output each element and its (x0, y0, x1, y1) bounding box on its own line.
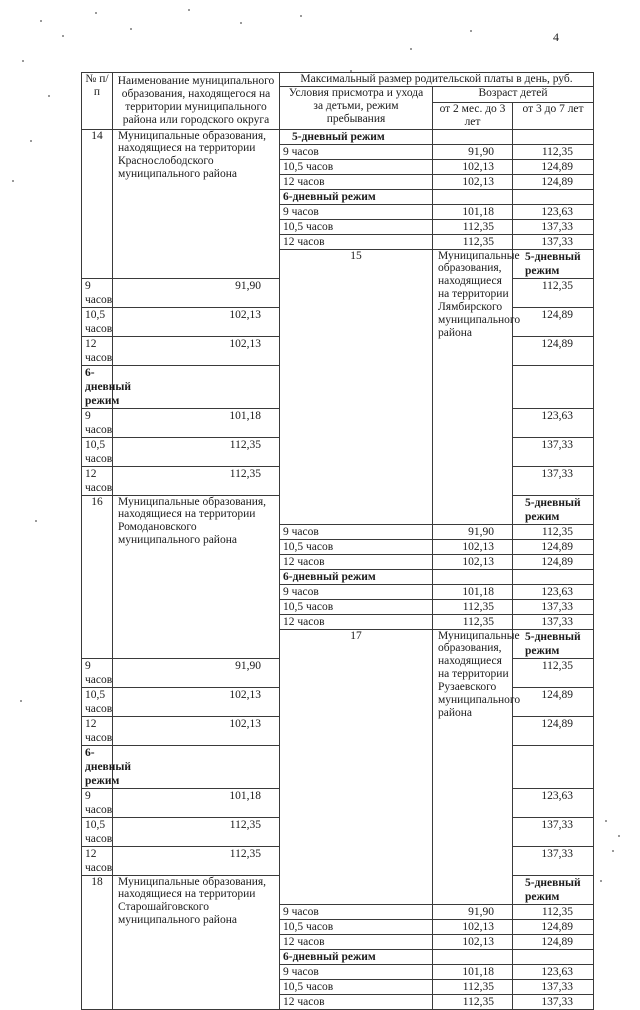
scan-speck (130, 28, 132, 30)
fee-young-cell: 102,13 (433, 554, 513, 569)
scan-speck (62, 35, 64, 37)
hours-cell: 10,5 часов (82, 307, 113, 336)
hours-cell: 12 часов (82, 716, 113, 745)
scan-speck (240, 22, 242, 24)
fee-older-cell: 123,63 (513, 584, 594, 599)
table-body (82, 129, 594, 1009)
hours-cell: 9 часов (280, 584, 433, 599)
hours-cell: 10,5 часов (280, 979, 433, 994)
empty-cell (433, 949, 513, 964)
hours-cell: 10,5 часов (280, 539, 433, 554)
hours-cell: 10,5 часов (82, 687, 113, 716)
municipality-name: Муниципальные образования, находящиеся на территории Рузаевского муниципального района (433, 629, 513, 904)
scan-speck (188, 9, 190, 11)
fee-older-cell: 137,33 (513, 437, 594, 466)
fee-young-cell: 112,35 (433, 979, 513, 994)
fee-young-cell: 112,35 (113, 846, 280, 875)
page-number: 4 (553, 30, 559, 44)
scan-speck (612, 850, 614, 852)
fee-older-cell: 124,89 (513, 554, 594, 569)
hours-cell: 10,5 часов (82, 817, 113, 846)
fee-older-cell: 124,89 (513, 174, 594, 189)
municipality-name: Муниципальные образования, находящиеся на территории Лямбирского муниципального района (433, 249, 513, 524)
table-row (82, 129, 594, 144)
fee-older-cell: 112,35 (513, 524, 594, 539)
header-age: Возраст детей (433, 86, 594, 102)
fee-older-cell: 112,35 (513, 278, 594, 307)
empty-cell (113, 365, 280, 408)
fee-older-cell: 137,33 (513, 599, 594, 614)
mode-6day-label: 6-дневный режим (280, 569, 433, 584)
hours-cell: 9 часов (82, 278, 113, 307)
mode-5day-label: 5-дневный режим (513, 875, 594, 904)
fee-young-cell: 112,35 (113, 437, 280, 466)
fee-young-cell: 102,13 (433, 539, 513, 554)
municipality-name: Муниципальные образования, находящиеся на территории Ромодановского муниципального района (113, 495, 280, 658)
header-num: № п/п (82, 73, 113, 130)
hours-cell: 9 часов (280, 204, 433, 219)
empty-cell (433, 129, 513, 144)
scan-speck (22, 60, 24, 62)
scan-speck (605, 820, 607, 822)
fee-young-cell: 91,90 (433, 904, 513, 919)
fee-young-cell: 101,18 (433, 204, 513, 219)
municipality-name: Муниципальные образования, находящиеся на территории Старошайговского муниципального района (113, 875, 280, 1009)
fee-older-cell: 112,35 (513, 144, 594, 159)
header-age-col2: от 3 до 7 лет (513, 102, 594, 129)
hours-cell: 12 часов (82, 336, 113, 365)
empty-cell (113, 745, 280, 788)
fee-older-cell: 137,33 (513, 979, 594, 994)
scan-speck (470, 30, 472, 32)
hours-cell: 9 часов (280, 904, 433, 919)
scan-speck (48, 95, 50, 97)
mode-6day-label: 6-дневный режим (82, 745, 113, 788)
hours-cell: 12 часов (280, 994, 433, 1009)
mode-5day-label: 5-дневный режим (513, 495, 594, 524)
fee-young-cell: 112,35 (433, 234, 513, 249)
fee-young-cell: 112,35 (433, 599, 513, 614)
fee-older-cell: 137,33 (513, 466, 594, 495)
empty-cell (513, 365, 594, 408)
scan-speck (40, 20, 42, 22)
fee-older-cell: 123,63 (513, 204, 594, 219)
fee-older-cell: 137,33 (513, 817, 594, 846)
empty-cell (513, 569, 594, 584)
fee-older-cell: 123,63 (513, 408, 594, 437)
fee-young-cell: 102,13 (113, 307, 280, 336)
fee-older-cell: 123,63 (513, 964, 594, 979)
mode-6day-label: 6-дневный режим (280, 949, 433, 964)
scan-speck (95, 12, 97, 14)
fee-young-cell: 102,13 (433, 174, 513, 189)
hours-cell: 12 часов (280, 934, 433, 949)
fee-young-cell: 112,35 (113, 817, 280, 846)
fee-older-cell: 124,89 (513, 687, 594, 716)
fee-older-cell: 137,33 (513, 219, 594, 234)
scan-speck (35, 520, 37, 522)
hours-cell: 9 часов (82, 408, 113, 437)
fee-older-cell: 124,89 (513, 934, 594, 949)
mode-6day-label: 6-дневный режим (280, 189, 433, 204)
row-number: 14 (82, 129, 113, 278)
fee-young-cell: 91,90 (113, 658, 280, 687)
fee-older-cell: 137,33 (513, 234, 594, 249)
hours-cell: 9 часов (280, 964, 433, 979)
empty-cell (433, 569, 513, 584)
fee-young-cell: 91,90 (113, 278, 280, 307)
hours-cell: 10,5 часов (280, 919, 433, 934)
fee-young-cell: 101,18 (113, 788, 280, 817)
fee-young-cell: 101,18 (113, 408, 280, 437)
fee-young-cell: 112,35 (433, 614, 513, 629)
fee-young-cell: 91,90 (433, 524, 513, 539)
fee-older-cell: 124,89 (513, 539, 594, 554)
hours-cell: 10,5 часов (82, 437, 113, 466)
scan-speck (20, 700, 22, 702)
fee-young-cell: 102,13 (113, 687, 280, 716)
empty-cell (513, 745, 594, 788)
fee-older-cell: 137,33 (513, 994, 594, 1009)
hours-cell: 12 часов (82, 846, 113, 875)
fee-young-cell: 101,18 (433, 584, 513, 599)
scan-speck (600, 880, 602, 882)
fee-older-cell: 124,89 (513, 307, 594, 336)
fee-young-cell: 102,13 (433, 919, 513, 934)
fee-young-cell: 102,13 (433, 934, 513, 949)
fee-older-cell: 124,89 (513, 716, 594, 745)
empty-cell (513, 189, 594, 204)
hours-cell: 9 часов (280, 144, 433, 159)
fee-older-cell: 124,89 (513, 159, 594, 174)
fee-older-cell: 137,33 (513, 846, 594, 875)
fee-young-cell: 102,13 (113, 716, 280, 745)
municipality-name: Муниципальные образования, находящиеся на территории Краснослободского муниципального района (113, 129, 280, 278)
mode-5day-label: 5-дневный режим (513, 249, 594, 278)
empty-cell (513, 129, 594, 144)
scan-speck (410, 48, 412, 50)
hours-cell: 12 часов (280, 174, 433, 189)
scan-speck (350, 70, 352, 72)
hours-cell: 9 часов (280, 524, 433, 539)
fee-older-cell: 112,35 (513, 658, 594, 687)
empty-cell (433, 189, 513, 204)
hours-cell: 10,5 часов (280, 599, 433, 614)
row-number: 18 (82, 875, 113, 1009)
fee-older-cell: 112,35 (513, 904, 594, 919)
mode-5day-label: 5-дневный режим (280, 129, 433, 144)
header-name: Наименование муниципального образования, находящегося на территории муниципального района или городского округа (113, 73, 280, 130)
fee-young-cell: 112,35 (433, 994, 513, 1009)
fee-young-cell: 91,90 (433, 144, 513, 159)
header-conditions: Условия присмотра и ухода за детьми, режим пребывания (280, 86, 433, 129)
empty-cell (513, 949, 594, 964)
hours-cell: 12 часов (280, 554, 433, 569)
mode-6day-label: 6-дневный режим (82, 365, 113, 408)
header-age-col1: от 2 мес. до 3 лет (433, 102, 513, 129)
hours-cell: 10,5 часов (280, 219, 433, 234)
hours-cell: 10,5 часов (280, 159, 433, 174)
fee-older-cell: 123,63 (513, 788, 594, 817)
scan-speck (300, 15, 302, 17)
hours-cell: 9 часов (82, 788, 113, 817)
fee-older-cell: 124,89 (513, 336, 594, 365)
row-number: 17 (280, 629, 433, 904)
row-number: 16 (82, 495, 113, 658)
fee-older-cell: 137,33 (513, 614, 594, 629)
scan-speck (30, 140, 32, 142)
fee-young-cell: 112,35 (433, 219, 513, 234)
fee-older-cell: 124,89 (513, 919, 594, 934)
hours-cell: 12 часов (280, 614, 433, 629)
fee-young-cell: 112,35 (113, 466, 280, 495)
hours-cell: 12 часов (280, 234, 433, 249)
scan-speck (12, 180, 14, 182)
fee-table (81, 72, 594, 1010)
header-max-fee: Максимальный размер родительской платы в день, руб. (280, 73, 594, 87)
hours-cell: 12 часов (82, 466, 113, 495)
scan-speck (618, 835, 620, 837)
row-number: 15 (280, 249, 433, 524)
hours-cell: 9 часов (82, 658, 113, 687)
mode-5day-label: 5-дневный режим (513, 629, 594, 658)
fee-young-cell: 102,13 (113, 336, 280, 365)
fee-young-cell: 102,13 (433, 159, 513, 174)
fee-young-cell: 101,18 (433, 964, 513, 979)
